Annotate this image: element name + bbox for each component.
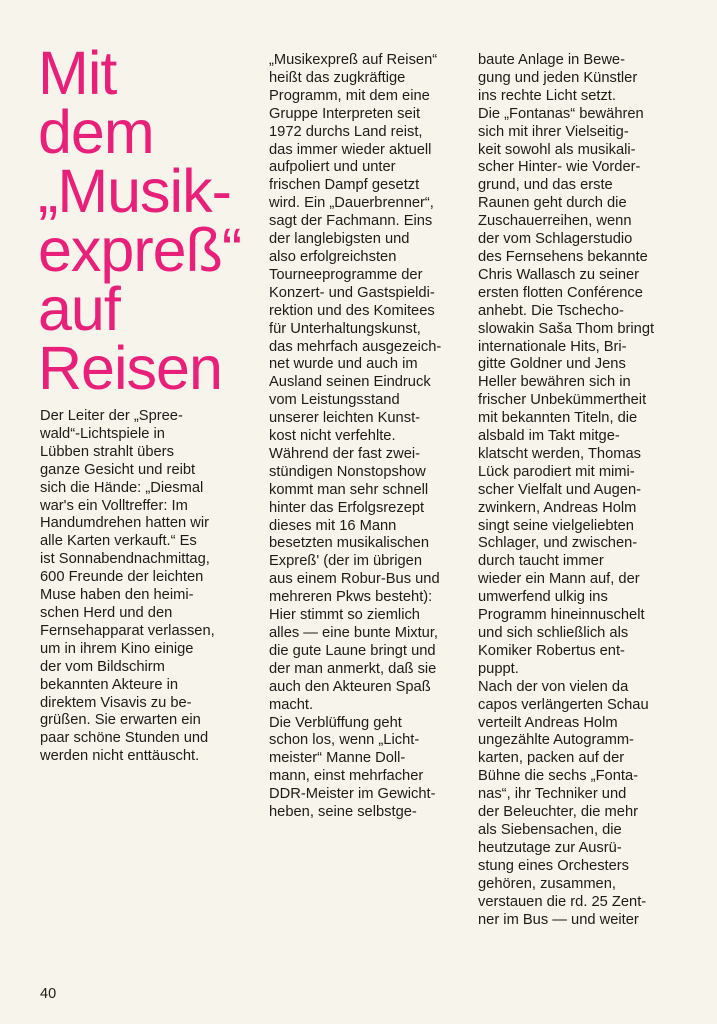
paragraph [269, 52, 464, 715]
text-line: aus einem Robur-Bus und [269, 571, 440, 588]
text-line: baute Anlage in Bewe- [478, 52, 625, 68]
text-line: schen Herd und den [40, 604, 173, 621]
text-line: Chris Wallasch zu seiner [478, 266, 640, 283]
title-line: auf [38, 275, 120, 343]
text-line: singt seine vielgeliebten [478, 517, 634, 534]
text-line: der vom Schlagerstudio [478, 231, 633, 248]
text-line: direktem Visavis zu be- [40, 694, 192, 711]
text-line: das mehrfach ausgezeich- [269, 338, 442, 355]
text-line: rektion und des Komitees [269, 302, 435, 319]
text-line: verteilt Andreas Holm [478, 714, 618, 731]
text-line: Muse haben den heimi- [40, 587, 194, 604]
text-line: um in ihrem Kino einige [40, 640, 194, 657]
text-line: umwerfend ulkig ins [478, 589, 608, 606]
text-line: sich die Hände: „Diesmal [40, 479, 204, 496]
text-line: keit sowohl als musikali- [478, 141, 636, 158]
text-line: ins rechte Licht setzt. [478, 87, 616, 104]
text-line: besetzten musikalischen [269, 535, 430, 552]
text-line: 1972 durchs Land reist, [269, 123, 423, 140]
text-line: schon los, wenn „Licht- [269, 732, 420, 749]
text-line: nas“, ihr Techniker und [478, 786, 627, 803]
text-line: DDR-Meister im Gewicht- [269, 786, 436, 803]
text-line: ungezählte Autogramm- [478, 732, 634, 749]
text-line: alle Karten verkauft.“ Es [40, 533, 197, 550]
text-line: Lübben strahlt übers [40, 443, 174, 460]
text-line: alsbald im Takt mitge- [478, 428, 620, 445]
text-line: Fernsehapparat verlassen, [40, 622, 215, 639]
text-line: „Musikexpreß auf Reisen“ [269, 52, 438, 68]
text-line: der Beleuchter, die mehr [478, 804, 639, 821]
text-line: grund, und das erste [478, 177, 613, 194]
text-line: unserer leichten Kunst- [269, 410, 421, 427]
text-line: frischen Dampf gesetzt [269, 177, 420, 194]
text-line: Raunen geht durch die [478, 195, 627, 212]
text-line: stung eines Orchesters [478, 857, 630, 874]
text-line: durch taucht immer [478, 553, 604, 570]
text-line: Die Verblüffung geht [269, 714, 402, 731]
text-line: ganze Gesicht und reibt [40, 461, 196, 478]
text-line: sich mit ihrer Vielseitig- [478, 123, 629, 140]
text-line: scher Vielfalt und Augen- [478, 481, 642, 498]
text-line: meister“ Manne Doll- [269, 750, 406, 767]
text-line: gung und jeden Künstler [478, 69, 638, 86]
text-line: internationale Hits, Bri- [478, 338, 627, 355]
text-line: net wurde und auch im [269, 356, 418, 373]
text-line: grüßen. Sie erwarten ein [40, 712, 201, 729]
text-line: Heller bewähren sich in [478, 374, 631, 391]
text-line: das immer wieder aktuell [269, 141, 432, 158]
text-line: war's ein Volltreffer: Im [40, 497, 188, 514]
text-column-3 [478, 52, 678, 929]
text-line: sagt der Fachmann. Eins [269, 213, 433, 230]
paragraph [269, 715, 464, 822]
text-line: Während der fast zwei- [269, 445, 421, 462]
text-line: Komiker Robertus ent- [478, 642, 625, 659]
text-line: für Unterhaltungskunst, [269, 320, 421, 337]
text-line: Die „Fontanas“ bewähren [478, 105, 644, 122]
page-number: 40 [40, 986, 57, 1002]
text-line: heben, seine selbstge- [269, 804, 417, 821]
text-line: capos verlängerten Schau [478, 696, 649, 713]
text-line: mehreren Pkws besteht): [269, 589, 433, 606]
text-line: heißt das zugkräftige [269, 69, 406, 86]
title-line: expreß“ [38, 216, 242, 284]
text-line: puppt. [478, 660, 519, 677]
text-line: der man anmerkt, daß sie [269, 660, 437, 677]
text-line: mann, einst mehrfacher [269, 768, 424, 785]
text-line: der langlebigsten und [269, 231, 410, 248]
title-line: „Musik- [38, 157, 231, 225]
text-line: Programm, mit dem eine [269, 87, 430, 104]
text-line: Nach der von vielen da [478, 678, 629, 695]
text-line: dieses mit 16 Mann [269, 517, 397, 534]
title-line: Reisen [38, 334, 222, 402]
text-line: Schlager, und zwischen- [478, 535, 638, 552]
text-line: also erfolgreichsten [269, 248, 397, 265]
text-line: die gute Laune bringt und [269, 642, 436, 659]
text-line: Tourneeprogramme der [269, 266, 423, 283]
text-line: gehören, zusammen, [478, 875, 616, 892]
title-line: dem [38, 98, 154, 166]
text-line: wieder ein Mann auf, der [478, 571, 640, 588]
text-line: Der Leiter der „Spree- [40, 408, 183, 424]
text-line: bekannten Akteure in [40, 676, 179, 693]
text-line: 600 Freunde der leichten [40, 569, 204, 586]
text-line: anhebt. Die Tschecho- [478, 302, 624, 319]
text-line: macht. [269, 696, 314, 713]
text-line: ist Sonnabendnachmittag, [40, 551, 210, 568]
text-line: kost nicht verfehlte. [269, 428, 396, 445]
text-line: Expreß' (der im übrigen [269, 553, 422, 570]
text-line: wald“-Lichtspiele in [40, 425, 165, 442]
paragraph [478, 106, 678, 679]
text-column-1 [40, 408, 240, 766]
text-line: Ausland seinen Eindruck [269, 374, 431, 391]
text-line: wird. Ein „Dauerbrenner“, [269, 195, 434, 212]
text-line: mit bekannten Titeln, die [478, 410, 638, 427]
text-line: frischer Unbekümmertheit [478, 392, 647, 409]
text-line: Lück parodiert mit mimi- [478, 463, 635, 480]
text-line: hinter das Erfolgsrezept [269, 499, 425, 516]
text-line: Programm hineinnuschelt [478, 607, 645, 624]
text-line: gitte Goldner und Jens [478, 356, 626, 373]
paragraph [40, 408, 240, 766]
text-line: paar schöne Stunden und [40, 730, 209, 747]
text-line: Gruppe Interpreten seit [269, 105, 421, 122]
title-line: Mit [38, 39, 117, 107]
text-line: und sich schließlich als [478, 625, 629, 641]
text-line: stündigen Nonstopshow [269, 463, 426, 480]
text-line: vom Leistungsstand [269, 392, 400, 409]
text-line: kommt man sehr schnell [269, 481, 429, 498]
text-line: ersten flotten Conférence [478, 284, 643, 301]
text-line: zwinkern, Andreas Holm [478, 499, 637, 516]
text-line: aufpoliert und unter [269, 159, 396, 176]
text-line: klatscht werden, Thomas [478, 445, 641, 462]
text-line: Hier stimmt so ziemlich [269, 607, 420, 624]
article-title [38, 39, 268, 402]
text-line: als Siebensachen, die [478, 821, 622, 838]
text-line: verstauen die rd. 25 Zent- [478, 893, 647, 910]
paragraph [478, 52, 678, 106]
text-line: Konzert- und Gastspieldi- [269, 284, 435, 301]
text-line: der vom Bildschirm [40, 658, 165, 675]
text-column-2 [269, 52, 464, 822]
text-line: auch den Akteuren Spaß [269, 678, 431, 695]
text-line: karten, packen auf der [478, 750, 625, 767]
text-line: heutzutage zur Ausrü- [478, 839, 622, 856]
text-line: ner im Bus — und weiter [478, 911, 639, 928]
paragraph [478, 679, 678, 930]
text-line: Handumdrehen hatten wir [40, 515, 210, 532]
text-line: scher Hinter- wie Vorder- [478, 159, 641, 176]
text-line: Zuschauerreihen, wenn [478, 213, 632, 230]
text-line: alles — eine bunte Mixtur, [269, 625, 438, 641]
text-line: slowakin Saša Thom bringt [478, 320, 655, 337]
text-line: Bühne die sechs „Fonta- [478, 768, 639, 785]
text-line: des Fernsehens bekannte [478, 248, 648, 265]
text-line: werden nicht enttäuscht. [40, 748, 200, 765]
